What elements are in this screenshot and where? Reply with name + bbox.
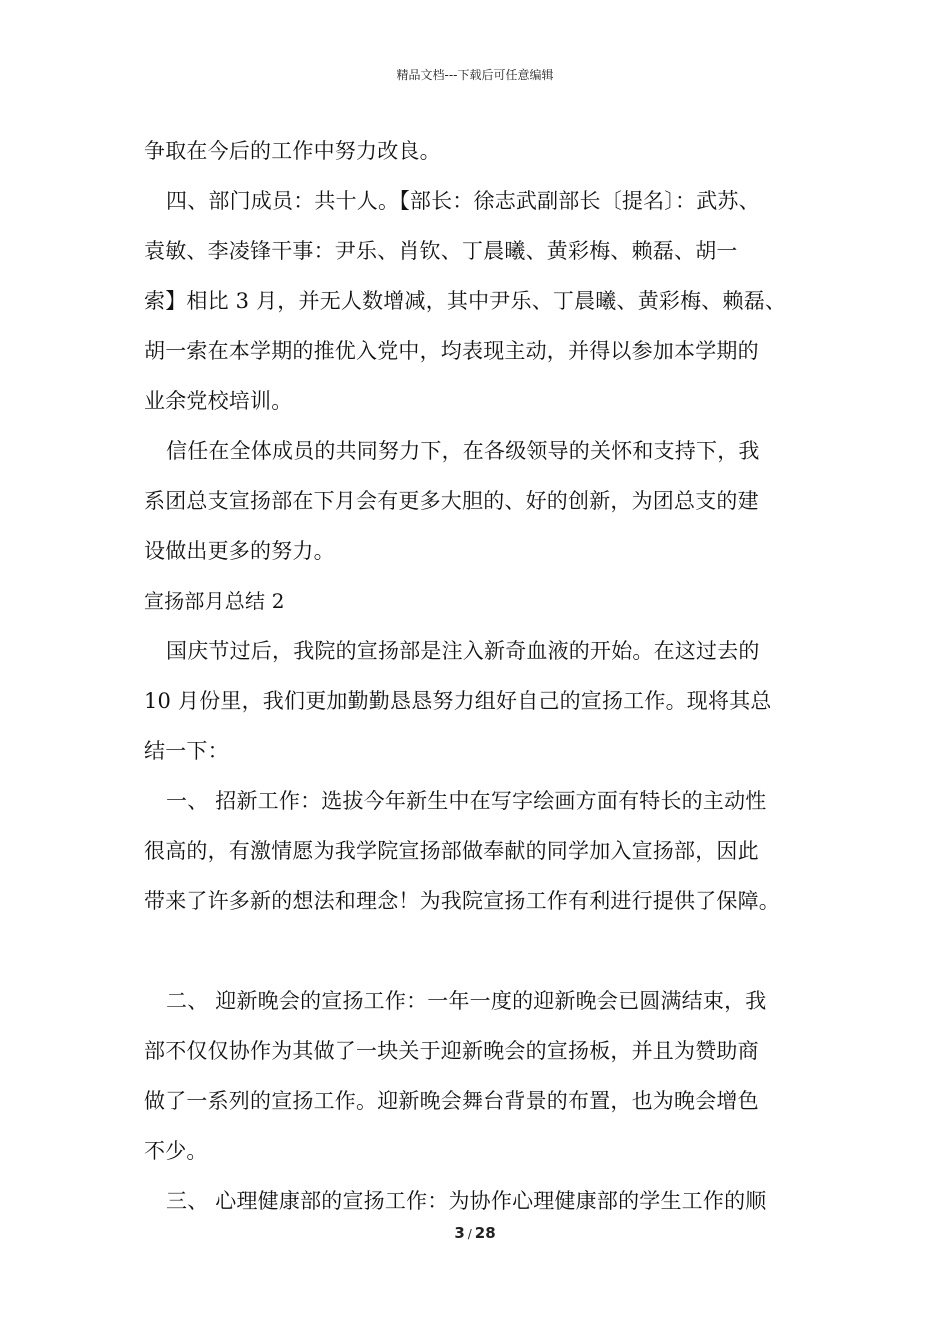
text-line: 争取在今后的工作中努力改良。 (144, 139, 441, 163)
text-line: 一、 招新工作：选拔今年新生中在写字绘画方面有特长的主动性 (166, 789, 767, 813)
text-line: 结一下： (144, 739, 229, 763)
text-line: 10 月份里，我们更加勤勤恳恳努力组好自己的宣扬工作。现将其总 (144, 689, 772, 713)
text-line: 做了一系列的宣扬工作。迎新晚会舞台背景的布置，也为晚会增色 (144, 1089, 759, 1113)
total-pages: 28 (474, 1224, 496, 1242)
text-line: 胡一索在本学期的推优入党中，均表现主动，并得以参加本学期的 (144, 339, 759, 363)
text-line: 信任在全体成员的共同努力下，在各级领导的关怀和支持下，我 (166, 439, 760, 463)
text-line: 二、 迎新晚会的宣扬工作：一年一度的迎新晚会已圆满结束，我 (166, 989, 767, 1013)
document-body (144, 126, 824, 1226)
text-line: 国庆节过后，我院的宣扬部是注入新奇血液的开始。在这过去的 (166, 639, 760, 663)
text-line: 业余党校培训。 (144, 389, 293, 413)
blank-line (144, 926, 824, 976)
text-line: 索】相比 3 月，并无人数增减，其中尹乐、丁晨曦、黄彩梅、赖磊、 (144, 289, 787, 313)
text-line: 很高的，有激情愿为我学院宣扬部做奉献的同学加入宣扬部，因此 (144, 839, 759, 863)
page-separator: / (467, 1227, 472, 1241)
text-line: 设做出更多的努力。 (144, 539, 335, 563)
page-number (0, 1224, 950, 1242)
current-page: 3 (454, 1224, 465, 1242)
text-line: 三、 心理健康部的宣扬工作：为协作心理健康部的学生工作的顺 (166, 1189, 767, 1213)
text-line: 不少。 (144, 1139, 208, 1163)
text-line: 部不仅仅协作为其做了一块关于迎新晚会的宣扬板，并且为赞助商 (144, 1039, 759, 1063)
text-line: 袁敏、李凌锋干事：尹乐、肖钦、丁晨曦、黄彩梅、赖磊、胡一 (144, 239, 738, 263)
section-heading: 宣扬部月总结 2 (144, 589, 285, 613)
text-line: 带来了许多新的想法和理念！为我院宣扬工作有利进行提供了保障。 (144, 889, 780, 913)
text-line: 四、部门成员：共十人。【部长：徐志武副部长〔提名〕：武苏、 (166, 189, 760, 213)
page-header: 精品文档---下载后可任意编辑 (396, 68, 554, 82)
text-line: 系团总支宣扬部在下月会有更多大胆的、好的创新，为团总支的建 (144, 489, 759, 513)
